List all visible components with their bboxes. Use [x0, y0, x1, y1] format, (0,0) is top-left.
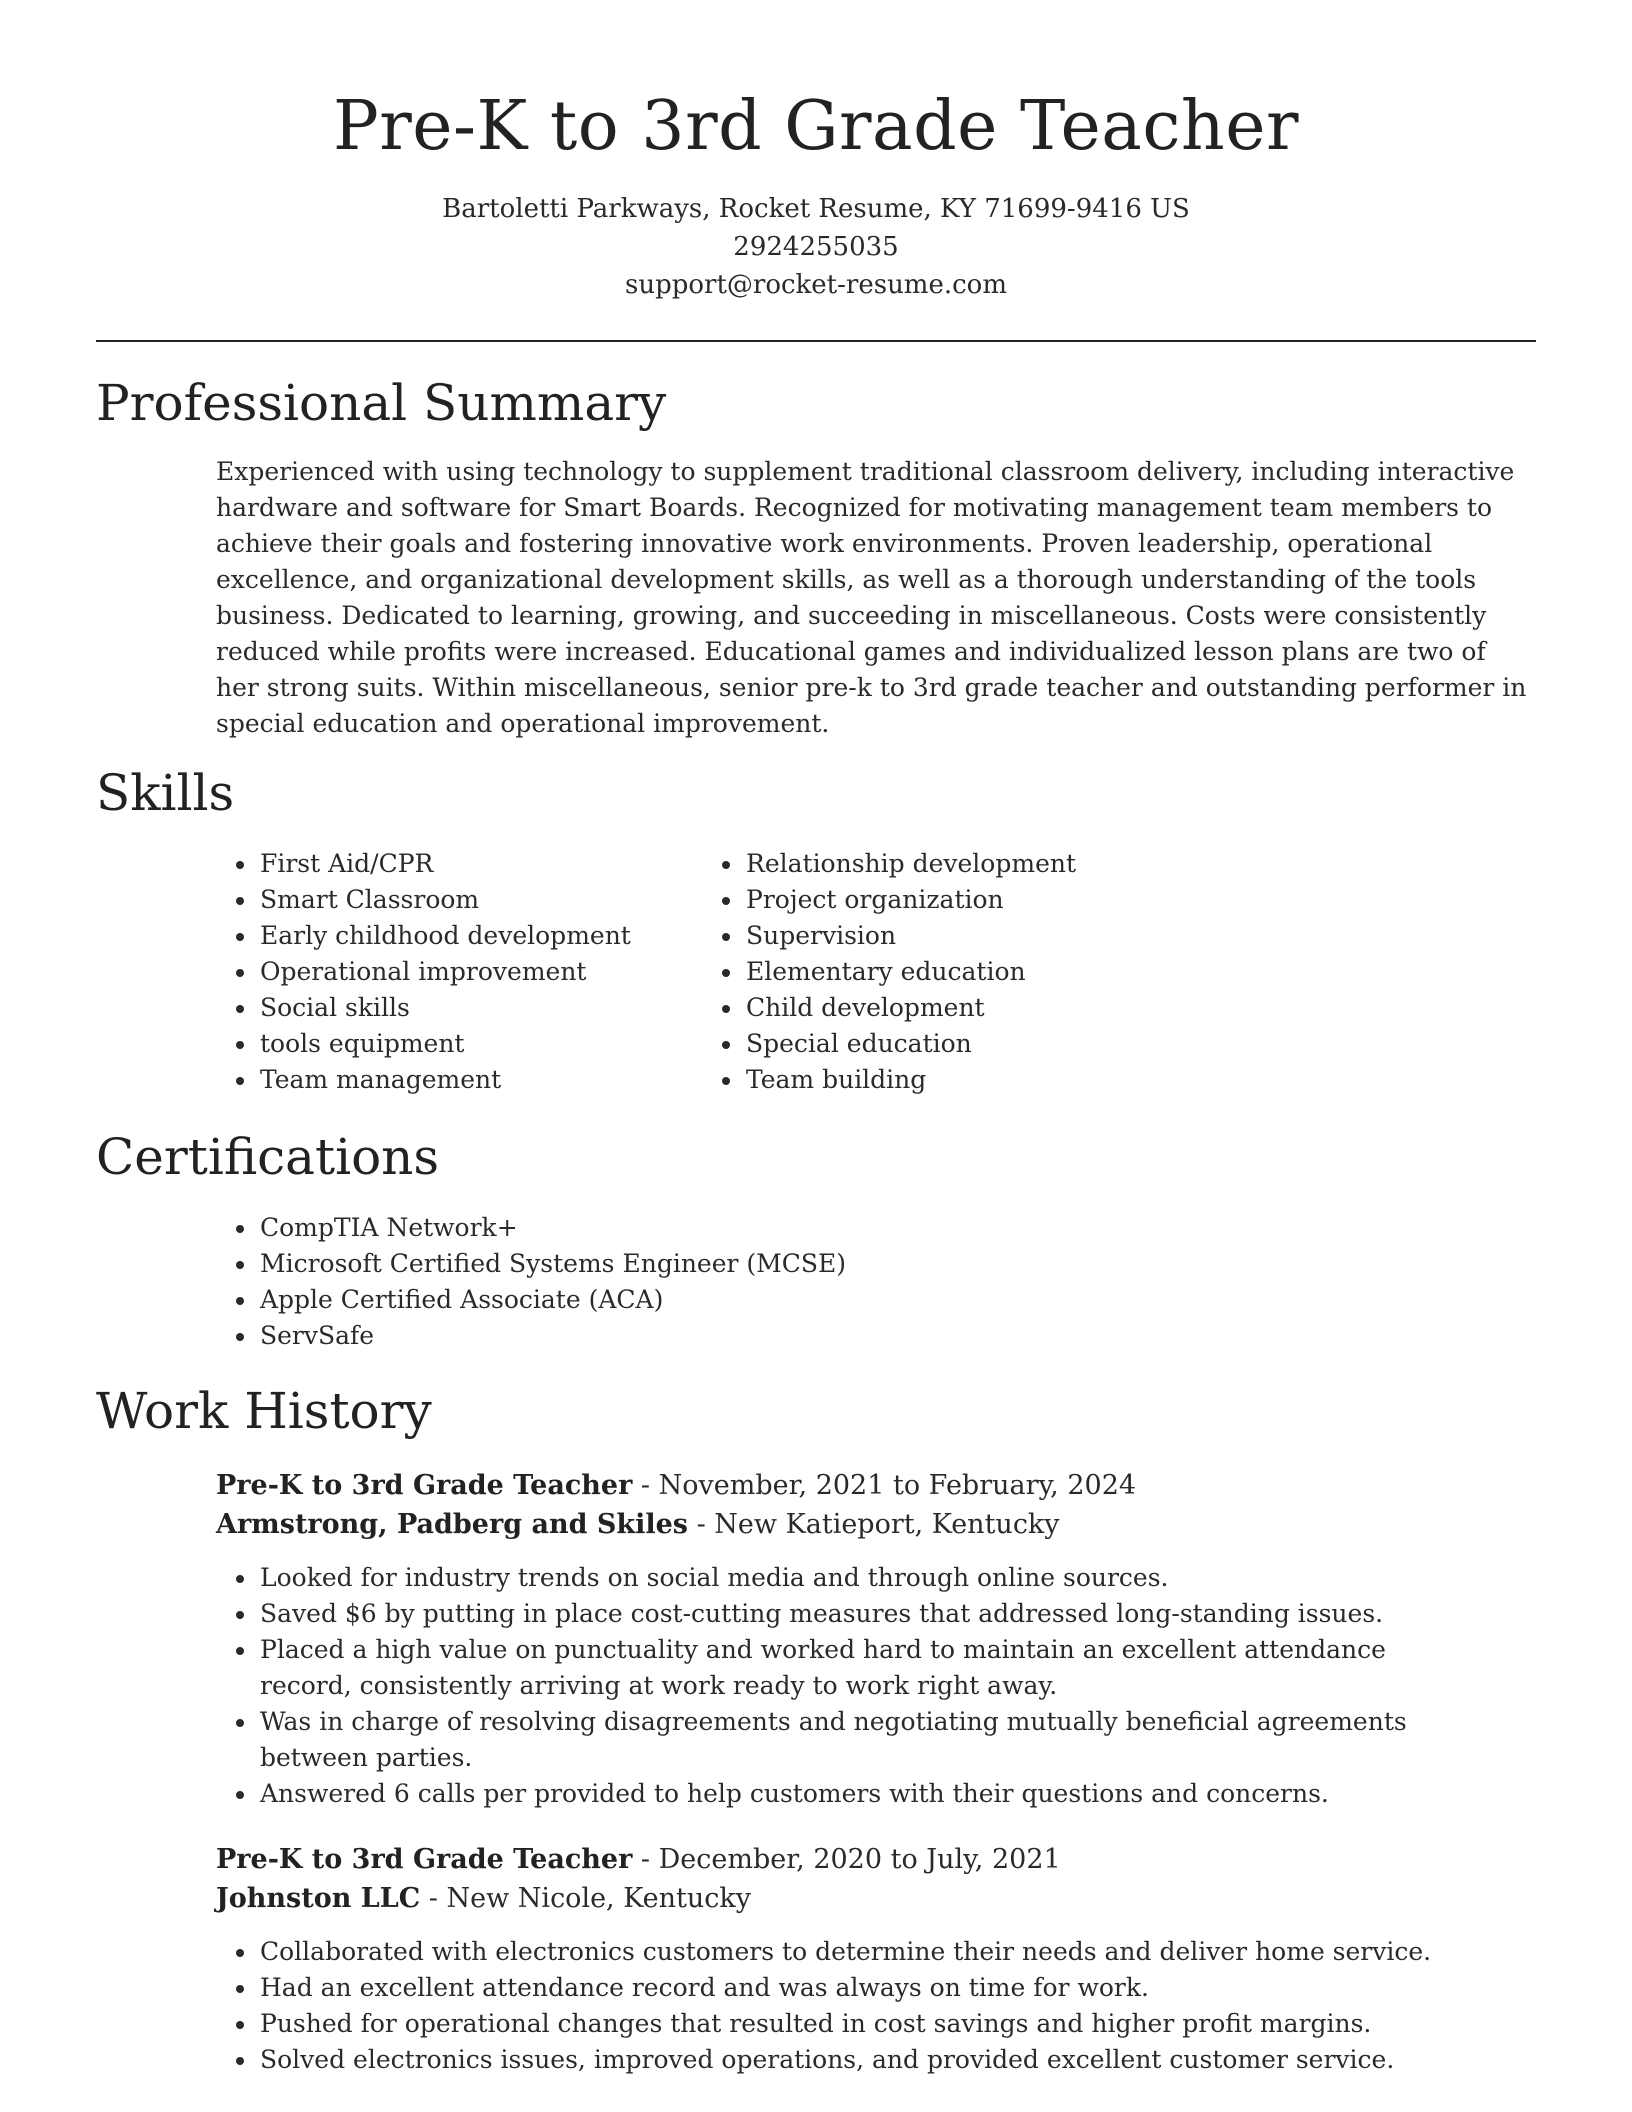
skill-item: Team building — [746, 1062, 1232, 1098]
skill-item: Project organization — [746, 882, 1232, 918]
job-duty: Solved electronics issues, improved operations, and provided excellent customer service. — [260, 2042, 1456, 2078]
job-duty: Answered 6 calls per provided to help customers with their questions and concerns. — [260, 1776, 1456, 1812]
job-duty: Had an excellent attendance record and was always on time for work. — [260, 1970, 1456, 2006]
job-duty: Placed a high value on punctuality and worked hard to maintain an excellent attendance record, consistently arriving at work ready to work right away. — [260, 1632, 1456, 1704]
skill-item: Relationship development — [746, 846, 1232, 882]
skill-item: Supervision — [746, 918, 1232, 954]
contact-phone: 2924255035 — [733, 232, 899, 262]
work-history-heading: Work History — [96, 1382, 432, 1440]
job-company: Johnston LLC — [216, 1883, 421, 1914]
certification-item: Apple Certified Associate (ACA) — [260, 1282, 1536, 1318]
job-duties-list — [260, 1934, 1456, 2078]
header-divider — [96, 340, 1536, 342]
job-title-line — [216, 1840, 1536, 1879]
skill-item: tools equipment — [260, 1026, 746, 1062]
skill-item: Child development — [746, 990, 1232, 1026]
job-duty: Saved $6 by putting in place cost-cutting measures that addressed long-standing issues. — [260, 1596, 1456, 1632]
certifications-heading: Certifications — [96, 1128, 440, 1186]
skills-grid — [96, 846, 1536, 1098]
job-company: Armstrong, Padberg and Skiles — [216, 1509, 688, 1540]
job-company-line — [216, 1505, 1536, 1544]
skills-right-column — [746, 846, 1232, 1098]
resume-header — [96, 0, 1536, 304]
job-duties-list — [260, 1560, 1456, 1812]
resume-name: Pre-K to 3rd Grade Teacher — [333, 87, 1299, 166]
job-duty: Pushed for operational changes that resulted in cost savings and higher profit margins. — [260, 2006, 1456, 2042]
contact-address: Bartoletti Parkways, Rocket Resume, KY 71699-9416 US — [442, 194, 1190, 224]
skill-item: Social skills — [260, 990, 746, 1026]
job-role: Pre-K to 3rd Grade Teacher — [216, 1470, 633, 1501]
resume-page — [96, 0, 1536, 2078]
skill-item: First Aid/CPR — [260, 846, 746, 882]
skill-item: Smart Classroom — [260, 882, 746, 918]
job-duty: Collaborated with electronics customers to determine their needs and deliver home service. — [260, 1934, 1456, 1970]
certification-item: ServSafe — [260, 1318, 1536, 1354]
skill-item: Team management — [260, 1062, 746, 1098]
job-title-line — [216, 1466, 1536, 1505]
job-location: - New Katieport, Kentucky — [687, 1509, 1060, 1540]
job-role: Pre-K to 3rd Grade Teacher — [216, 1844, 633, 1875]
job-company-line — [216, 1879, 1536, 1918]
skills-left-column — [96, 846, 746, 1098]
job-entry — [216, 1840, 1536, 2078]
job-location: - New Nicole, Kentucky — [420, 1883, 752, 1914]
certification-item: CompTIA Network+ — [260, 1210, 1536, 1246]
certifications-list — [260, 1210, 1536, 1354]
certification-item: Microsoft Certified Systems Engineer (MCSE) — [260, 1246, 1536, 1282]
skill-item: Early childhood development — [260, 918, 746, 954]
skills-heading: Skills — [96, 764, 235, 822]
summary-heading: Professional Summary — [96, 374, 667, 432]
job-dates: - November, 2021 to February, 2024 — [632, 1470, 1137, 1501]
contact-email: support@rocket-resume.com — [624, 270, 1007, 300]
job-entry — [216, 1466, 1536, 1812]
job-dates: - December, 2020 to July, 2021 — [632, 1844, 1061, 1875]
job-duty: Was in charge of resolving disagreements and negotiating mutually beneficial agreements between parties. — [260, 1704, 1456, 1776]
skill-item: Operational improvement — [260, 954, 746, 990]
job-duty: Looked for industry trends on social media and through online sources. — [260, 1560, 1456, 1596]
skill-item: Elementary education — [746, 954, 1232, 990]
summary-text: Experienced with using technology to supplement traditional classroom delivery, including interactive hardware and software for Smart Boards. Recognized for motivating management team members to achieve their goals and fostering innovative work environments. Proven leadership, operational excellence, and organizational development skills, as well as a thorough understanding of the tools business. Dedicated to learning, growing, and succeeding in miscellaneous. Costs were consistently reduced while profits were increased. Educational games and individualized lesson plans are two of her strong suits. Within miscellaneous, senior pre-k to 3rd grade teacher and outstanding performer in special education and operational improvement. — [216, 457, 1527, 738]
skill-item: Special education — [746, 1026, 1232, 1062]
